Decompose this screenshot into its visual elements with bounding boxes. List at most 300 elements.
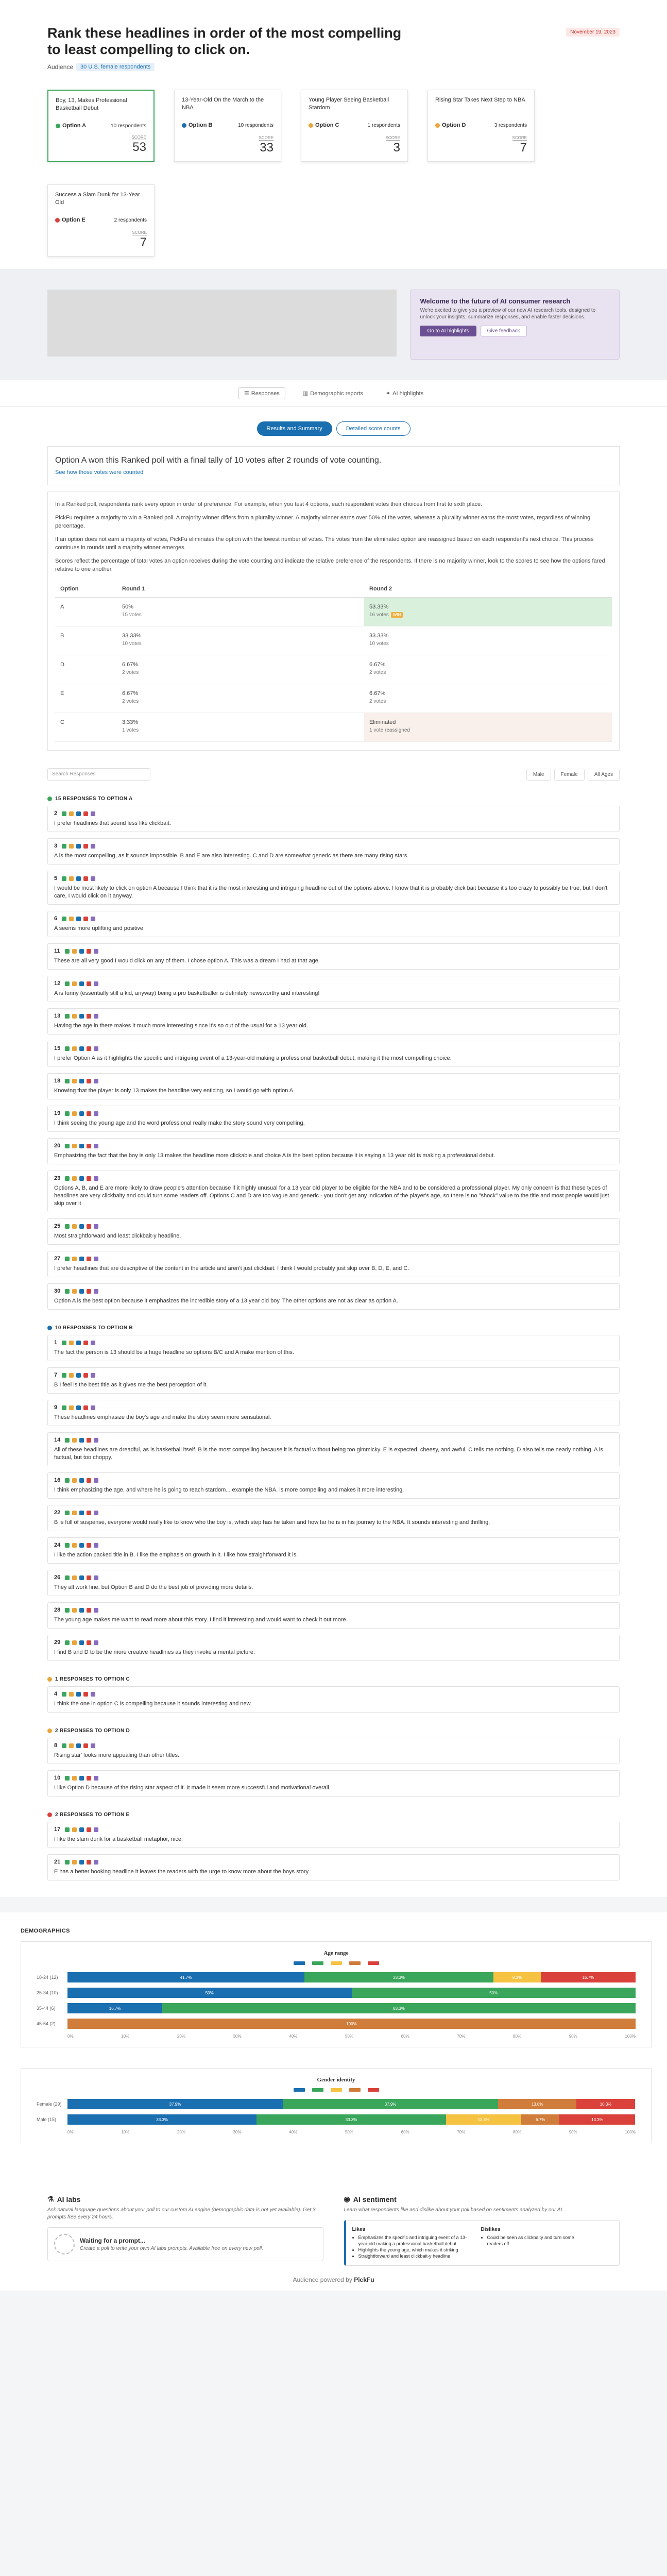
respondent-attribute-icon bbox=[65, 981, 70, 986]
chart-title: Gender identity bbox=[317, 2077, 355, 2083]
response-item bbox=[47, 1472, 620, 1499]
round-option: E bbox=[55, 684, 117, 713]
bar-label: 25-34 (10) bbox=[37, 1990, 58, 1995]
respondent-attribute-icon bbox=[65, 1046, 70, 1051]
option-color-icon bbox=[435, 123, 440, 128]
wait-desc: Create a poll to write your own AI labs prompts. Available free on every new poll. bbox=[80, 2246, 263, 2251]
respondent-attribute-icon bbox=[62, 1743, 66, 1748]
response-item bbox=[47, 1251, 620, 1277]
respondent-attribute-icon bbox=[65, 1511, 70, 1515]
round1-cell bbox=[117, 655, 364, 684]
sparkle-icon: ✦ bbox=[385, 391, 391, 397]
respondent-attribute-icon bbox=[91, 1743, 95, 1748]
round1-cell bbox=[117, 684, 364, 713]
option-headline: 13-Year-Old On the March to the NBA bbox=[182, 97, 264, 111]
option-label: Option B bbox=[182, 122, 212, 128]
bar-row bbox=[37, 1988, 636, 1998]
sentiment-icon: ◉ bbox=[344, 2195, 350, 2203]
sentiment-box bbox=[344, 2220, 620, 2266]
media-placeholder bbox=[47, 290, 397, 357]
detailed-counts-button[interactable]: Detailed score counts bbox=[336, 421, 411, 436]
col-header: Round 1 bbox=[117, 581, 364, 598]
bar-segment: 100% bbox=[67, 2019, 636, 2029]
respondent-attribute-icon bbox=[72, 1289, 77, 1294]
respondent-attribute-icon bbox=[76, 1743, 81, 1748]
stacked-bar bbox=[67, 2003, 636, 2013]
respondent-number: 5 bbox=[54, 875, 58, 882]
axis-tick: 20% bbox=[177, 2130, 185, 2134]
tab-ai-highlights[interactable]: ✦ AI highlights bbox=[385, 390, 424, 397]
response-item bbox=[47, 943, 620, 970]
axis-tick: 0% bbox=[67, 2034, 74, 2039]
filter-male-button[interactable]: Male bbox=[526, 769, 551, 781]
respondent-attribute-icon bbox=[62, 811, 66, 816]
option-color-icon bbox=[55, 218, 60, 223]
tab-demographic-reports[interactable]: ▥ Demographic reports bbox=[302, 390, 363, 397]
round1-pct: 50% bbox=[122, 604, 134, 610]
ai-labs-desc: Ask natural language questions about your poll to our custom AI engine (demographic data is not yet available). Get 3 prompts free every 24 hours. bbox=[47, 2207, 316, 2220]
ai-banner bbox=[410, 290, 620, 360]
respondent-attribute-icon bbox=[79, 1014, 84, 1019]
respondent-number: 13 bbox=[54, 1013, 61, 1019]
response-item bbox=[47, 1635, 620, 1661]
axis-tick: 30% bbox=[233, 2034, 242, 2039]
response-text: B I feel is the best title as it gives me the best perception of it. bbox=[54, 1382, 208, 1388]
response-text: I think emphasizing the age, and where he is going to reach stardom... example the NBA, is more compelling and makes it more interesting. bbox=[54, 1487, 404, 1493]
option-meta bbox=[56, 123, 146, 129]
response-item bbox=[47, 1283, 620, 1310]
ai-sentiment-panel: ◉ AI sentiment Learn what respondents like and dislike about your poll based on sentiments analyzed by our AI. Likes • Emphasizes the specific and intriguing event of a 13-year-old making a professional basketball debut • Highlights the young age, which makes it striking • Straightforward and least clickbait-y headline Dislikes • Could be seen as clickbaity and turn some readers off bbox=[344, 2195, 620, 2266]
ai-highlights-button[interactable]: Go to AI highlights bbox=[420, 326, 476, 336]
respondent-attribute-icon bbox=[72, 1776, 77, 1781]
respondent-attribute-icon bbox=[69, 1373, 74, 1378]
respondent-attribute-icon bbox=[79, 1543, 84, 1548]
response-meta bbox=[54, 1574, 613, 1581]
bar-row bbox=[37, 1972, 636, 1982]
bar-segment: 37.9% bbox=[67, 2099, 283, 2109]
respondent-attribute-icon bbox=[72, 1478, 77, 1483]
respondent-attribute-icon bbox=[65, 1289, 70, 1294]
response-meta bbox=[54, 1437, 613, 1443]
respondent-attribute-icon bbox=[76, 1692, 81, 1697]
round2-votes: 2 votes bbox=[369, 670, 386, 675]
respondent-number: 2 bbox=[54, 810, 58, 817]
respondent-attribute-icon bbox=[94, 1776, 98, 1781]
bar-segment: 16.7% bbox=[541, 1972, 636, 1982]
respondent-number: 10 bbox=[54, 1775, 61, 1781]
explanation-paragraph: In a Ranked poll, respondents rank every option in order of preference. For example, when you test 4 options, each respondent votes their choices from first to sixth place. bbox=[55, 501, 483, 507]
response-group-heading bbox=[47, 1325, 620, 1331]
respondent-attribute-icon bbox=[65, 1438, 70, 1443]
audience-row bbox=[47, 63, 620, 71]
response-meta bbox=[54, 1742, 613, 1749]
respondent-attribute-icon bbox=[83, 811, 88, 816]
ai-banner-text: We're excited to give you a preview of our new AI research tools, designed to unlock your insights, summarize responses, and enable faster decisions. bbox=[420, 308, 596, 320]
score-value: 33 bbox=[260, 141, 273, 155]
respondent-attribute-icon bbox=[72, 1257, 77, 1261]
respondent-attribute-icon bbox=[94, 1014, 98, 1019]
tabs bbox=[0, 380, 667, 407]
response-item bbox=[47, 1686, 620, 1713]
likes-heading: Likes bbox=[352, 2227, 366, 2232]
respondent-attribute-icon bbox=[65, 1608, 70, 1613]
filter-female-button[interactable]: Female bbox=[554, 769, 585, 781]
response-text: Having the age in there makes it much more interesting since it's so out of the usual for a 13 year old. bbox=[54, 1023, 309, 1029]
option-headline: Success a Slam Dunk for 13-Year Old bbox=[55, 192, 140, 206]
legend-swatch bbox=[331, 2088, 342, 2092]
response-text: They all work fine, but Option B and D do the best job of providing more details. bbox=[54, 1584, 253, 1590]
response-text: I find B and D to be the more creative headlines as they invoke a mental picture. bbox=[54, 1649, 255, 1655]
group-title: 1 RESPONSES TO OPTION C bbox=[55, 1676, 130, 1682]
group-title: 2 RESPONSES TO OPTION E bbox=[55, 1812, 130, 1818]
results-summary-button[interactable]: Results and Summary bbox=[257, 421, 332, 436]
response-text: I prefer headlines that are descriptive of the content in the article and aren't just clickbait. I think I would probably just skip over B, D, E, and C. bbox=[54, 1265, 409, 1272]
response-item bbox=[47, 871, 620, 905]
respondent-attribute-icon bbox=[91, 1692, 95, 1697]
chart-legend bbox=[37, 2088, 636, 2092]
score-label: SCORE bbox=[512, 135, 527, 140]
col-header: Round 2 bbox=[364, 581, 612, 598]
give-feedback-button[interactable]: Give feedback bbox=[481, 326, 527, 336]
respondent-attribute-icon bbox=[79, 1478, 84, 1483]
axis-tick: 10% bbox=[121, 2130, 130, 2134]
bar-label: 35-44 (6) bbox=[37, 2006, 56, 2011]
spinner-icon bbox=[54, 2234, 75, 2255]
response-text: Most straightforward and least clickbait-y headline. bbox=[54, 1233, 181, 1239]
respondent-attribute-icon bbox=[79, 1640, 84, 1645]
response-group-heading bbox=[47, 796, 620, 802]
demographic-chart bbox=[21, 2068, 652, 2143]
respondent-number: 8 bbox=[54, 1742, 58, 1749]
respondent-number: 11 bbox=[54, 948, 60, 954]
response-item bbox=[47, 1041, 620, 1067]
response-item bbox=[47, 976, 620, 1002]
response-meta bbox=[54, 1078, 613, 1084]
response-group-heading bbox=[47, 1812, 620, 1818]
respondent-attribute-icon bbox=[87, 981, 91, 986]
response-item bbox=[47, 911, 620, 937]
response-text: Options A, B, and E are more likely to draw people's attention because if it highly unusual for a 13 year old player to be eligible for the NBA and to be considered a professional player. My only concern is that these types of headlines are very clickbaity and could turn some readers off. Options C and D are too vague and generic - you don't get any indication of the player's age, so there is no "shock" value to the title and most people would just skip over it bbox=[54, 1185, 609, 1207]
like-item: • Emphasizes the specific and intriguing event of a 13-year-old making a professional basketball debut bbox=[358, 2234, 471, 2247]
option-color-icon bbox=[56, 124, 60, 128]
respondent-number: 15 bbox=[54, 1045, 61, 1052]
respondent-attribute-icon bbox=[94, 1079, 98, 1083]
bar-label: 45-54 (2) bbox=[37, 2021, 56, 2026]
summary-headline: Option A won this Ranked poll with a final tally of 10 votes after 2 rounds of vote counting. bbox=[55, 456, 382, 465]
response-item bbox=[47, 1335, 620, 1361]
respondent-number: 29 bbox=[54, 1639, 61, 1646]
round1-votes: 10 votes bbox=[122, 641, 142, 647]
score-block bbox=[386, 135, 400, 155]
axis-tick: 30% bbox=[233, 2130, 242, 2134]
axis-tick: 60% bbox=[401, 2034, 409, 2039]
respondent-attribute-icon bbox=[87, 1079, 91, 1083]
response-text: The young age makes me want to read more about this story. I find it interesting and would want to check it out more. bbox=[54, 1617, 348, 1623]
respondent-number: 28 bbox=[54, 1607, 61, 1613]
option-card[interactable] bbox=[427, 90, 535, 162]
option-card[interactable] bbox=[47, 90, 155, 162]
bar-segment: 41.7% bbox=[67, 1972, 304, 1982]
respondent-attribute-icon bbox=[94, 1176, 98, 1181]
response-text: Rising star' looks more appealing than other titles. bbox=[54, 1752, 180, 1758]
response-text: A is the most compelling, as it sounds impossible. B and E are also interesting. C and D are somewhat generic as there are many rising stars. bbox=[54, 853, 409, 859]
round1-pct: 6.67% bbox=[122, 690, 139, 697]
legend-swatch bbox=[294, 2088, 305, 2092]
respondent-attribute-icon bbox=[79, 1111, 84, 1116]
round2-cell bbox=[364, 713, 612, 742]
response-item bbox=[47, 1073, 620, 1099]
respondent-attribute-icon bbox=[83, 1405, 88, 1410]
group-title: 15 RESPONSES TO OPTION A bbox=[55, 796, 133, 802]
round1-cell bbox=[117, 598, 364, 626]
option-color-icon bbox=[47, 796, 52, 801]
respondent-attribute-icon bbox=[87, 1827, 91, 1832]
stacked-bar bbox=[67, 2114, 636, 2125]
respondent-attribute-icon bbox=[65, 1257, 70, 1261]
demographics-heading: DEMOGRAPHICS bbox=[21, 1928, 70, 1934]
respondent-number: 26 bbox=[54, 1574, 61, 1581]
footer bbox=[0, 2179, 667, 2266]
respondent-attribute-icon bbox=[72, 1079, 77, 1083]
response-meta bbox=[54, 1542, 613, 1548]
legend-swatch bbox=[349, 1961, 361, 1965]
round1-pct: 3.33% bbox=[122, 719, 139, 725]
respondent-number: 27 bbox=[54, 1256, 61, 1262]
round2-cell bbox=[364, 598, 612, 626]
respondent-attribute-icon bbox=[87, 949, 91, 954]
respondent-attribute-icon bbox=[94, 1511, 98, 1515]
axis-tick: 50% bbox=[345, 2034, 353, 2039]
bar-segment: 33.3% bbox=[256, 2114, 446, 2125]
respondent-attribute-icon bbox=[72, 1640, 77, 1645]
bar-segment: 50% bbox=[67, 1988, 352, 1998]
score-block bbox=[259, 135, 273, 155]
round2-cell bbox=[364, 684, 612, 713]
respondent-attribute-icon bbox=[87, 1014, 91, 1019]
respondent-attribute-icon bbox=[87, 1575, 91, 1580]
bar-segment: 83.3% bbox=[162, 2003, 636, 2013]
group-title: 10 RESPONSES TO OPTION B bbox=[55, 1325, 133, 1331]
axis-tick: 0% bbox=[67, 2130, 74, 2134]
ai-sentiment-desc: Learn what respondents like and dislike about your poll based on sentiments analyzed by our AI. bbox=[344, 2207, 564, 2213]
dislikes-heading: Dislikes bbox=[481, 2227, 501, 2232]
audience-label: Audience bbox=[47, 63, 74, 71]
response-item bbox=[47, 806, 620, 832]
response-meta bbox=[54, 916, 613, 922]
response-text: These headlines emphasize the boy's age and make the story seem more sensational. bbox=[54, 1414, 271, 1420]
bar-row bbox=[37, 2019, 636, 2029]
bar-segment: 13.8% bbox=[498, 2099, 576, 2109]
respondent-attribute-icon bbox=[65, 1144, 70, 1148]
respondent-attribute-icon bbox=[87, 1608, 91, 1613]
response-meta bbox=[54, 1510, 613, 1516]
respondent-attribute-icon bbox=[94, 1860, 98, 1865]
response-text: All of these headlines are dreadful, as is basketball itself. B is the most compelling because it is factual without being too gimmicky. E is expected, cheesy, and awful. C tells me nothing. D also tells me nearly nothing. A is factual, but too choppy. bbox=[54, 1447, 603, 1461]
round1-votes: 2 votes bbox=[122, 670, 139, 675]
respondent-attribute-icon bbox=[87, 1289, 91, 1294]
filter-bar bbox=[47, 768, 620, 781]
round2-pct: Eliminated bbox=[369, 719, 396, 725]
round2-votes: 1 vote reassigned bbox=[369, 727, 410, 733]
date-badge: November 19, 2023 bbox=[566, 28, 620, 37]
respondent-number: 20 bbox=[54, 1143, 61, 1149]
respondent-number: 19 bbox=[54, 1110, 61, 1116]
respondent-attribute-icon bbox=[94, 949, 98, 954]
summary-box bbox=[47, 446, 620, 485]
round-option: B bbox=[55, 626, 117, 655]
stacked-bar bbox=[67, 2019, 636, 2029]
respondent-number: 25 bbox=[54, 1223, 61, 1229]
respondent-attribute-icon bbox=[79, 1438, 84, 1443]
respondent-attribute-icon bbox=[62, 1405, 66, 1410]
response-meta bbox=[54, 843, 613, 849]
respondent-attribute-icon bbox=[83, 1373, 88, 1378]
stacked-bar bbox=[67, 1988, 636, 1998]
group-title: 2 RESPONSES TO OPTION D bbox=[55, 1728, 130, 1734]
response-meta bbox=[54, 1256, 613, 1262]
audience-pill[interactable]: 30 U.S. female respondents bbox=[76, 63, 155, 71]
response-meta bbox=[54, 1013, 613, 1019]
brand-logo[interactable]: PickFu bbox=[354, 2276, 374, 2283]
respondent-attribute-icon bbox=[91, 844, 95, 849]
respondent-attribute-icon bbox=[62, 1373, 66, 1378]
option-card[interactable] bbox=[174, 90, 281, 162]
respondent-attribute-icon bbox=[76, 917, 81, 921]
response-item bbox=[47, 1218, 620, 1245]
round-option: A bbox=[55, 598, 117, 626]
respondent-number: 30 bbox=[54, 1288, 61, 1294]
response-meta bbox=[54, 1143, 613, 1149]
respondent-attribute-icon bbox=[83, 917, 88, 921]
option-color-icon bbox=[182, 123, 186, 128]
bar-segment: 8.3% bbox=[493, 1972, 541, 1982]
respondent-attribute-icon bbox=[79, 1289, 84, 1294]
tab-responses[interactable]: ☰ Responses bbox=[238, 387, 285, 399]
respondent-attribute-icon bbox=[83, 1743, 88, 1748]
respondent-attribute-icon bbox=[76, 1373, 81, 1378]
bar-segment: 33.3% bbox=[67, 2114, 256, 2125]
respondent-attribute-icon bbox=[79, 1860, 84, 1865]
bar-segment: 37.9% bbox=[283, 2099, 498, 2109]
response-group-heading bbox=[47, 1728, 620, 1734]
respondent-attribute-icon bbox=[76, 1341, 81, 1345]
respondent-attribute-icon bbox=[91, 917, 95, 921]
round2-pct: 53.33% bbox=[369, 604, 389, 610]
response-meta bbox=[54, 1639, 613, 1646]
respondent-attribute-icon bbox=[69, 811, 74, 816]
respondent-attribute-icon bbox=[72, 1575, 77, 1580]
response-text: I would be most likely to click on option A because I think that it is the most interesting and intriguing headline out of the options above. I know that it is probably click bait because it's too crazy to possibly be true, but I don't care, I would click on it anyway. bbox=[54, 885, 608, 899]
response-meta bbox=[54, 1404, 613, 1411]
respondent-count: 10 respondents bbox=[238, 122, 273, 128]
respondent-attribute-icon bbox=[94, 1289, 98, 1294]
respondent-attribute-icon bbox=[87, 1176, 91, 1181]
respondent-count: 10 respondents bbox=[111, 123, 146, 129]
explanation-paragraph: If an option does not earn a majority of votes, PickFu eliminates the option with the lowest number of votes. The votes from the eliminated option are reassigned based on each respondent's next choice. This process continues in rounds until a majority winner emerges. bbox=[55, 536, 594, 551]
option-meta bbox=[182, 122, 273, 128]
like-item: • Highlights the young age, which makes it striking bbox=[358, 2247, 471, 2253]
rounds-table bbox=[55, 581, 612, 742]
respondent-attribute-icon bbox=[72, 1511, 77, 1515]
round-row bbox=[55, 684, 612, 713]
legend-swatch bbox=[312, 1961, 323, 1965]
response-text: Knowing that the player is only 13 makes the headline very enticing, so I would go with option A. bbox=[54, 1088, 295, 1094]
filter-ages-button[interactable]: All Ages bbox=[588, 769, 620, 781]
header bbox=[0, 0, 667, 269]
like-item: • Straightforward and least clickbait-y headline bbox=[358, 2253, 471, 2259]
respondent-attribute-icon bbox=[91, 1405, 95, 1410]
axis-tick: 100% bbox=[625, 2034, 636, 2039]
round1-pct: 6.67% bbox=[122, 662, 139, 668]
response-text: A is funny (essentially still a kid, anyway) being a pro basketballer is definitely newsworthy and interesting! bbox=[54, 990, 320, 996]
bar-label: Female (29) bbox=[37, 2102, 62, 2107]
respondent-number: 3 bbox=[54, 843, 58, 849]
round2-votes: 2 votes bbox=[369, 699, 386, 704]
bar-segment: 6.7% bbox=[521, 2114, 559, 2125]
respondent-number: 24 bbox=[54, 1542, 61, 1548]
respondent-attribute-icon bbox=[65, 1111, 70, 1116]
responses-icon: ☰ bbox=[244, 391, 249, 397]
respondent-attribute-icon bbox=[94, 1640, 98, 1645]
axis-tick: 50% bbox=[345, 2130, 353, 2134]
wait-title: Waiting for a prompt... bbox=[80, 2237, 145, 2244]
round2-pct: 6.67% bbox=[369, 690, 386, 697]
round2-votes: 10 votes bbox=[369, 641, 389, 647]
option-card[interactable] bbox=[301, 90, 408, 162]
respondent-attribute-icon bbox=[87, 1543, 91, 1548]
respondent-attribute-icon bbox=[94, 1111, 98, 1116]
respondent-attribute-icon bbox=[69, 917, 74, 921]
respondent-count: 2 respondents bbox=[114, 217, 147, 223]
response-meta bbox=[54, 1223, 613, 1229]
respondent-attribute-icon bbox=[94, 1046, 98, 1051]
ai-banner-title: Welcome to the future of AI consumer research bbox=[420, 297, 571, 305]
response-item bbox=[47, 1854, 620, 1880]
option-card[interactable] bbox=[47, 184, 155, 257]
score-value: 7 bbox=[140, 235, 147, 249]
demographic-chart bbox=[21, 1941, 652, 2047]
response-item bbox=[47, 1770, 620, 1797]
response-meta bbox=[54, 1607, 613, 1613]
response-text: I like the slam dunk for a basketball metaphor, nice. bbox=[54, 1836, 183, 1842]
respondent-number: 7 bbox=[54, 1372, 58, 1378]
respondent-attribute-icon bbox=[87, 1144, 91, 1148]
respondent-attribute-icon bbox=[65, 1575, 70, 1580]
response-meta bbox=[54, 1826, 613, 1833]
response-meta bbox=[54, 980, 613, 987]
respondent-attribute-icon bbox=[65, 1478, 70, 1483]
option-meta bbox=[435, 122, 527, 128]
axis-tick: 100% bbox=[625, 2130, 636, 2134]
respondent-attribute-icon bbox=[94, 1478, 98, 1483]
respondent-attribute-icon bbox=[79, 949, 84, 954]
respondent-attribute-icon bbox=[72, 949, 77, 954]
chart-icon: ▥ bbox=[302, 391, 309, 397]
response-text: A seems more uplifting and positive. bbox=[54, 925, 145, 931]
chart-legend bbox=[37, 1961, 636, 1965]
response-meta bbox=[54, 1372, 613, 1378]
respondent-attribute-icon bbox=[72, 1176, 77, 1181]
results-toggle bbox=[47, 415, 620, 446]
vote-count-link[interactable]: See how those votes were counted bbox=[55, 469, 144, 476]
respondent-attribute-icon bbox=[87, 1111, 91, 1116]
option-color-icon bbox=[309, 123, 313, 128]
respondent-number: 21 bbox=[54, 1859, 61, 1865]
search-input[interactable]: Search Responses bbox=[47, 768, 150, 781]
respondent-attribute-icon bbox=[94, 1827, 98, 1832]
x-axis bbox=[67, 2034, 636, 2039]
respondent-attribute-icon bbox=[62, 1341, 66, 1345]
